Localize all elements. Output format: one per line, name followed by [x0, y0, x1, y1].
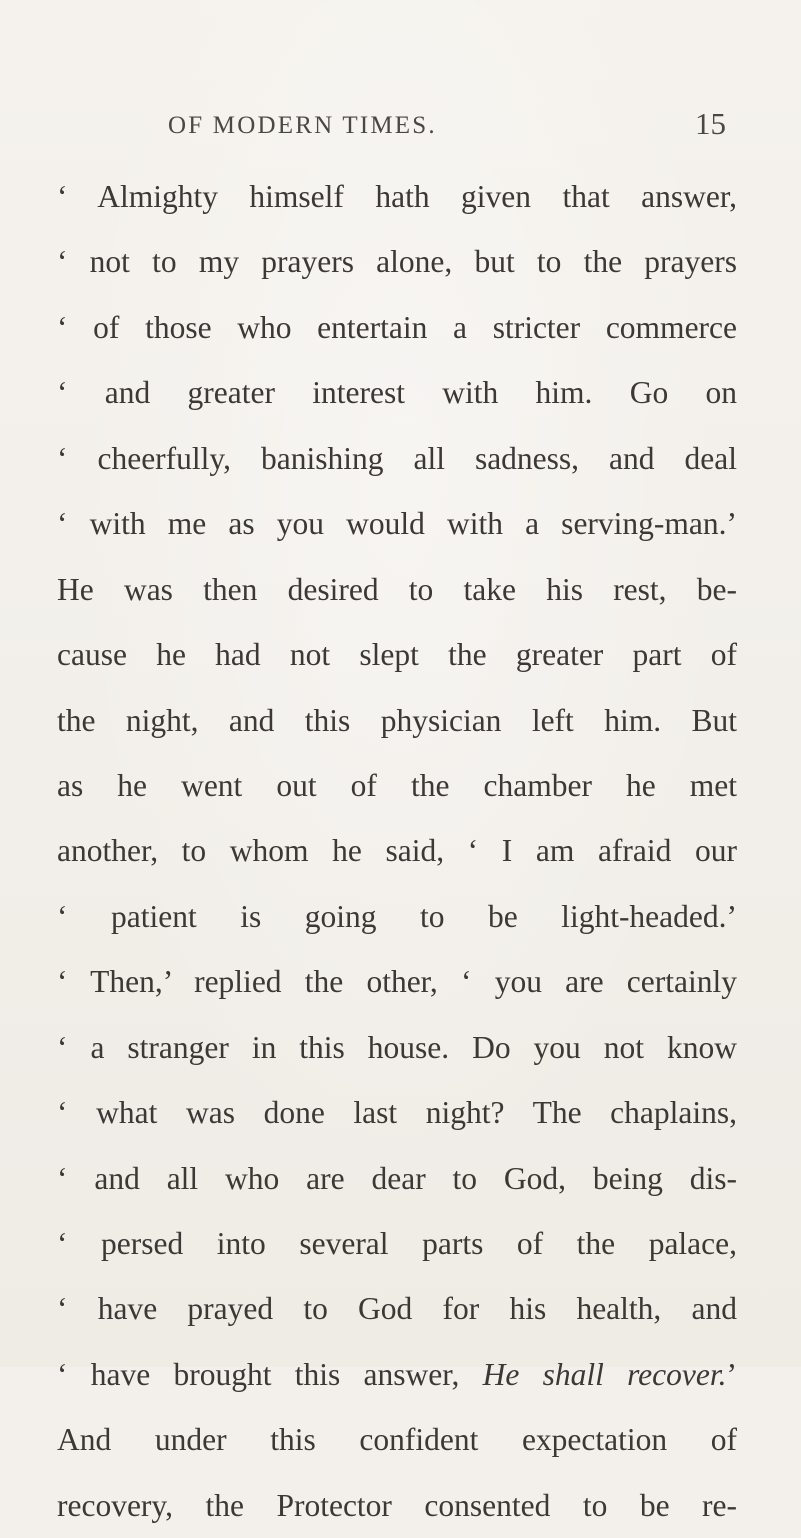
- text-line: cause he had not slept the greater part of: [57, 637, 737, 673]
- text-line: ‘ with me as you would with a serving-man.’: [57, 506, 737, 542]
- body-text: [57, 164, 737, 1538]
- text-line: ‘ of those who entertain a stricter commerce: [57, 309, 737, 345]
- text-line: ‘ have prayed to God for his health, and: [57, 1291, 737, 1327]
- text-line: the night, and this physician left him. But: [57, 702, 737, 738]
- italic-phrase: He shall recover.: [482, 1356, 727, 1392]
- text-line: recovery, the Protector consented to be re-: [57, 1487, 737, 1523]
- text-line-with-italics: [57, 1342, 737, 1407]
- text-line: ‘ what was done last night? The chaplains,: [57, 1095, 737, 1131]
- text-line: another, to whom he said, ‘ I am afraid our: [57, 833, 737, 869]
- text-line: ‘ persed into several parts of the palace,: [57, 1226, 737, 1261]
- text-line: ‘ and all who are dear to God, being dis-: [57, 1160, 737, 1196]
- text-line: He was then desired to take his rest, be-: [57, 571, 737, 607]
- text-line: ‘ a stranger in this house. Do you not know: [57, 1029, 737, 1065]
- text-line: ‘ Then,’ replied the other, ‘ you are certainly: [57, 964, 737, 1000]
- line-prefix: ‘ have brought this answer,: [57, 1356, 483, 1392]
- text-line: ‘ Almighty himself hath given that answer,: [57, 179, 737, 214]
- line-suffix: ’: [726, 1356, 737, 1392]
- running-header: OF MODERN TIMES.: [168, 112, 437, 139]
- text-line: ‘ patient is going to be light-headed.’: [57, 898, 737, 934]
- text-line: ‘ cheerfully, banishing all sadness, and deal: [57, 440, 737, 476]
- page-number: 15: [695, 106, 726, 141]
- text-line: as he went out of the chamber he met: [57, 767, 737, 803]
- text-line: ‘ and greater interest with him. Go on: [57, 375, 737, 411]
- text-line: ‘ not to my prayers alone, but to the prayers: [57, 244, 737, 280]
- text-line: And under this confident expectation of: [57, 1422, 737, 1458]
